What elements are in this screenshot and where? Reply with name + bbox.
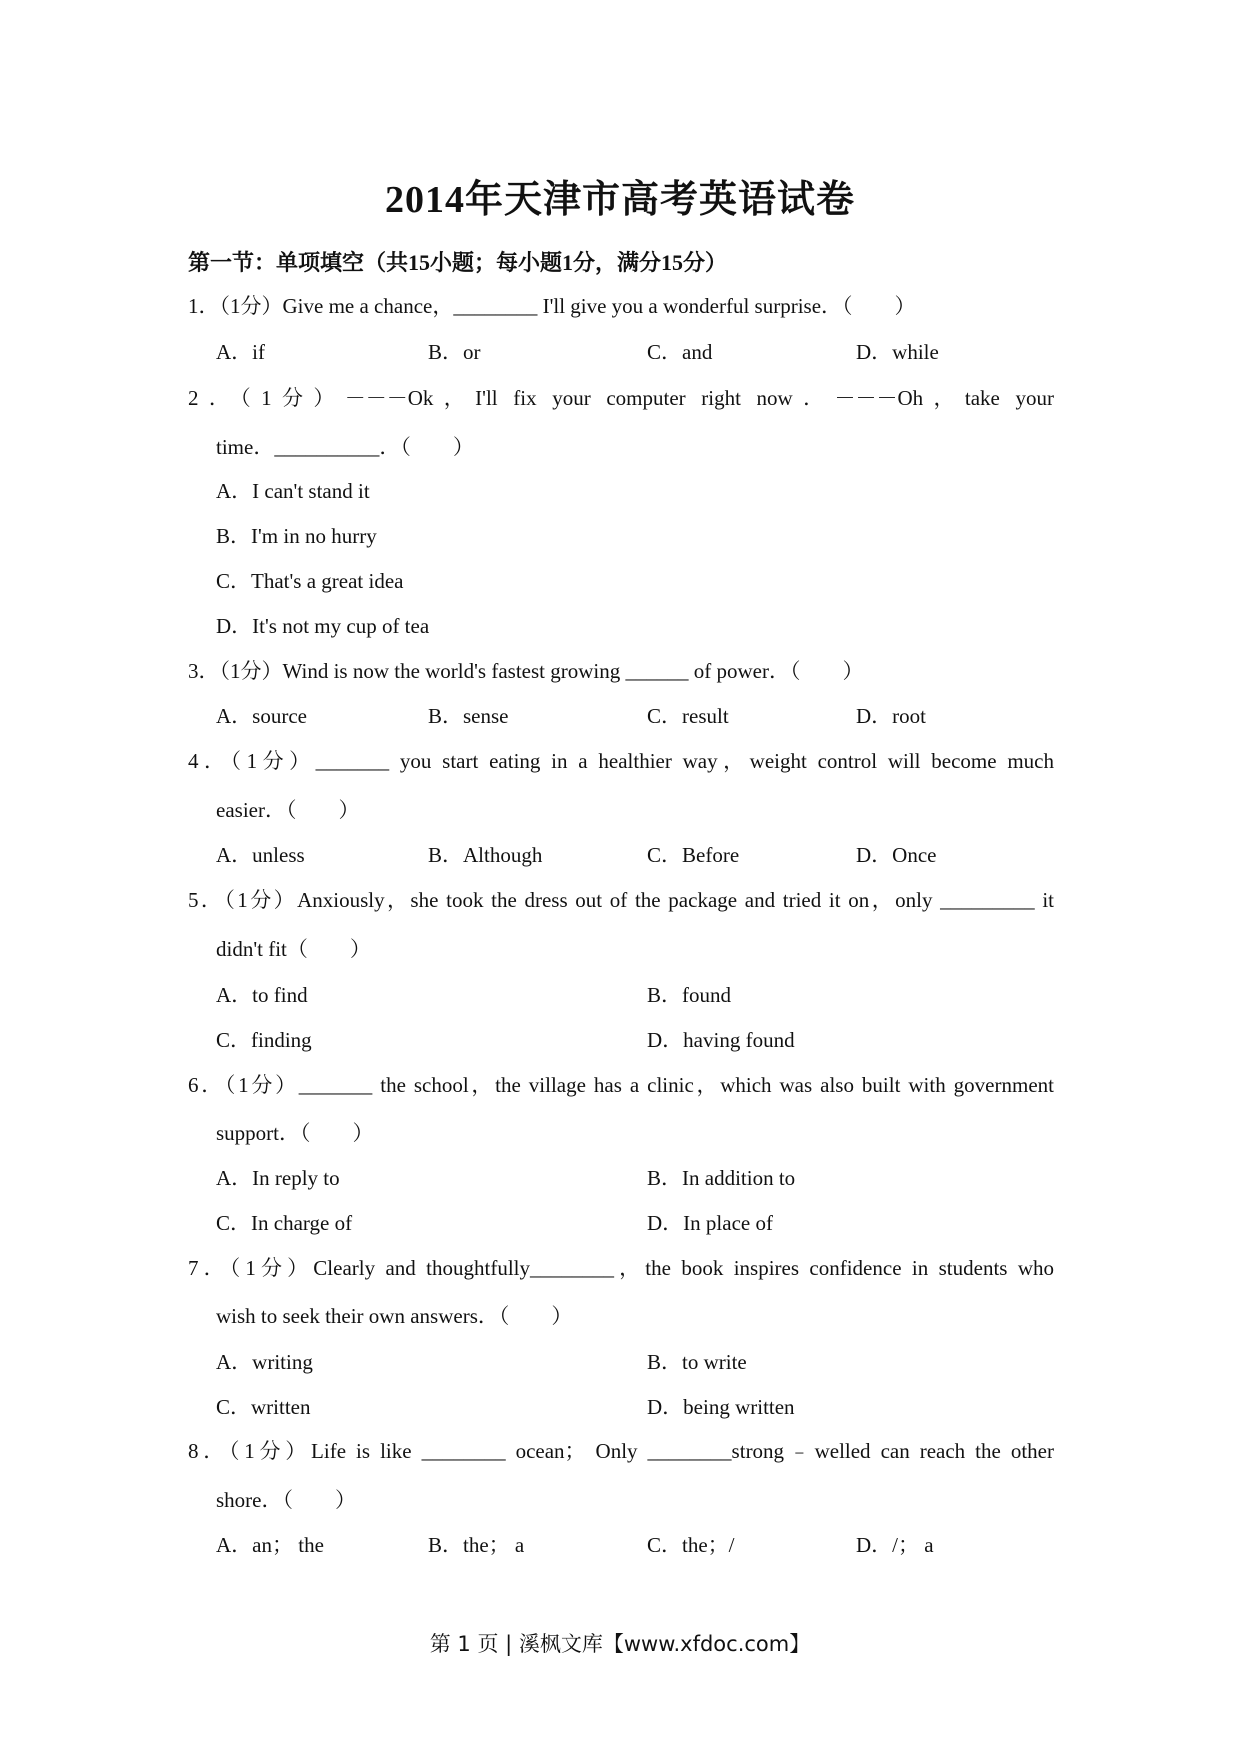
section-heading: 第一节：单项填空（共15小题；每小题1分，满分15分） — [188, 250, 728, 275]
page-title: 2014年天津市高考英语试卷 — [384, 179, 855, 221]
q5-option-a: A．to find — [216, 983, 308, 1007]
question-3: 3．（1分）Wind is now the world's fastest growing ______ of power．（ ） — [188, 659, 864, 683]
question-2-cont: time．__________．（ ） — [216, 435, 474, 459]
q2-option-b: B．I'm in no hurry — [216, 524, 377, 548]
q5-option-c: C．finding — [216, 1028, 312, 1052]
question-6: 6．（1分）_______ the school，the village has a clinic，which was also built with government — [188, 1073, 1054, 1097]
question-7-cont: wish to seek their own answers．（ ） — [216, 1304, 573, 1328]
q6-option-d: D．In place of — [647, 1211, 773, 1235]
question-5: 5．（1分）Anxiously，she took the dress out of the package and tried it on，only _________ it — [188, 888, 1054, 912]
q8-option-d: D．/； a — [856, 1533, 934, 1557]
q2-option-d: D．It's not my cup of tea — [216, 614, 430, 638]
q1-option-a: A．if — [216, 340, 265, 364]
question-4-cont: easier．（ ） — [216, 798, 360, 822]
page-footer: 第 1 页 | 溪枫文库【www.xfdoc.com】 — [429, 1632, 811, 1656]
q8-option-a: A．an； the — [216, 1533, 324, 1557]
question-8: 8．（1分）Life is like ________ ocean； Only ________strong﹣welled can reach the other — [188, 1439, 1054, 1463]
q2-option-a: A．I can't stand it — [216, 479, 370, 503]
q1-option-b: B．or — [428, 340, 481, 364]
q3-option-a: A．source — [216, 704, 307, 728]
q4-option-b: B．Although — [428, 843, 543, 867]
q1-option-d: D．while — [856, 340, 939, 364]
q8-option-c: C．the；/ — [647, 1533, 735, 1557]
question-1: 1．（1分）Give me a chance，________ I'll give you a wonderful surprise．（ ） — [188, 294, 916, 318]
q5-option-d: D．having found — [647, 1028, 795, 1052]
q4-option-d: D．Once — [856, 843, 937, 867]
q3-option-d: D．root — [856, 704, 926, 728]
q4-option-a: A．unless — [216, 843, 305, 867]
q6-option-a: A．In reply to — [216, 1166, 340, 1190]
question-2: 2．（1分）－－－Ok，I'll fix your computer right now．－－－Oh，take your — [188, 386, 1054, 410]
q6-option-c: C．In charge of — [216, 1211, 353, 1235]
q6-option-b: B．In addition to — [647, 1166, 796, 1190]
question-5-cont: didn't fit（ ） — [216, 937, 371, 961]
q5-option-b: B．found — [647, 983, 731, 1007]
q3-option-b: B．sense — [428, 704, 509, 728]
q7-option-d: D．being written — [647, 1395, 795, 1419]
q2-option-c: C．That's a great idea — [216, 569, 404, 593]
q8-option-b: B．the； a — [428, 1533, 525, 1557]
question-7: 7．（1分）Clearly and thoughtfully________，the book inspires confidence in students who — [188, 1256, 1054, 1280]
q4-option-c: C．Before — [647, 843, 740, 867]
question-4: 4．（1分）_______ you start eating in a healthier way，weight control will become much — [188, 749, 1054, 773]
question-8-cont: shore．（ ） — [216, 1488, 356, 1512]
q3-option-c: C．result — [647, 704, 729, 728]
q7-option-a: A．writing — [216, 1350, 313, 1374]
q7-option-b: B．to write — [647, 1350, 747, 1374]
question-6-cont: support．（ ） — [216, 1121, 374, 1145]
q1-option-c: C．and — [647, 340, 713, 364]
q7-option-c: C．written — [216, 1395, 311, 1419]
